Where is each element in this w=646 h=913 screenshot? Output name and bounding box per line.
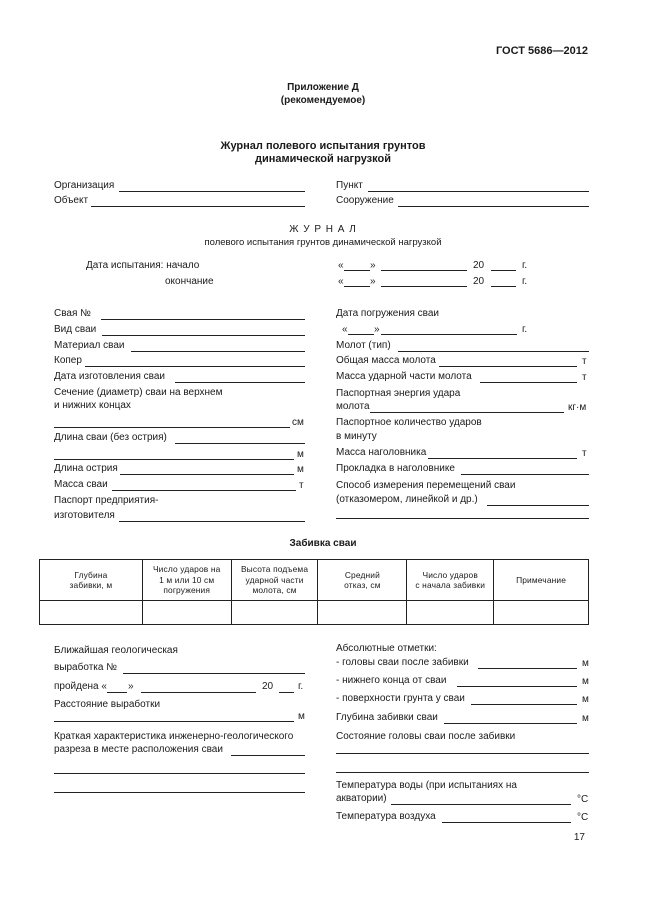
point-label: Пункт <box>336 180 363 191</box>
depth-line <box>444 723 577 724</box>
energy-label-2: молота <box>336 401 370 412</box>
energy-unit: кг·м <box>568 402 587 413</box>
distance-label: Расстояние выработки <box>54 699 161 710</box>
manufacture-date-label: Дата изготовления сваи <box>54 371 166 382</box>
driving-date-label: Дата погружения сваи <box>336 308 440 319</box>
water-temp-label-2: акватории) <box>336 793 387 804</box>
organization-line <box>119 191 305 192</box>
head-state-line-2 <box>336 772 589 773</box>
section-label-1: Сечение (диаметр) сваи на верхнем <box>54 387 223 398</box>
end-year-line <box>491 286 516 287</box>
driving-table-title: Забивка сваи <box>289 538 357 549</box>
organization-label: Организация <box>54 180 115 191</box>
distance-unit: м <box>298 711 305 722</box>
start-year-suffix: г. <box>522 260 528 271</box>
table-cell[interactable] <box>494 601 589 625</box>
hammer-mass-line <box>439 366 577 367</box>
ram-mass-unit: т <box>582 372 587 383</box>
abs-marks-label: Абсолютные отметки: <box>336 643 437 654</box>
driving-table-empty-row <box>40 601 589 625</box>
energy-label-1: Паспортная энергия удара <box>336 388 461 399</box>
manufacture-date-line <box>175 382 305 383</box>
section-desc-label-2: разреза в месте расположения сваи <box>54 744 223 755</box>
lower-end-mark-line <box>457 686 577 687</box>
tip-length-line <box>120 474 294 475</box>
structure-label: Сооружение <box>336 195 394 206</box>
passed-label: пройдена « <box>54 681 107 692</box>
doc-title-line1: Журнал полевого испытания грунтов <box>220 140 426 152</box>
driver-label: Копер <box>54 355 82 366</box>
cushion-line <box>461 474 589 475</box>
water-temp-unit: °С <box>577 794 589 805</box>
test-date-end-label: окончание <box>165 276 214 287</box>
table-cell[interactable] <box>231 601 318 625</box>
head-mark-unit: м <box>582 658 589 669</box>
length-unit: м <box>297 449 304 460</box>
ram-mass-line <box>480 382 577 383</box>
hammer-mass-label: Общая масса молота <box>336 355 436 366</box>
structure-line <box>398 206 589 207</box>
standard-header: ГОСТ 5686—2012 <box>495 45 588 57</box>
method-line-1 <box>487 505 589 506</box>
method-label-2: (отказомером, линейкой и др.) <box>336 494 478 505</box>
end-close-quote: » <box>370 276 376 287</box>
driving-year-suffix: г. <box>522 324 528 335</box>
ground-mark-unit: м <box>582 694 589 705</box>
pile-mass-unit: т <box>299 480 304 491</box>
section-unit: см <box>292 417 304 428</box>
ground-mark-label: - поверхности грунта у сваи <box>336 693 465 704</box>
start-close-quote: » <box>370 260 376 271</box>
pile-material-label: Материал сваи <box>54 340 125 351</box>
cap-mass-unit: т <box>582 448 587 459</box>
head-mark-line <box>478 668 577 669</box>
cap-mass-line <box>428 458 577 459</box>
geo-label-1: Ближайшая геологическая <box>54 645 178 656</box>
col-header-total-blows: Число ударов с начала забивки <box>407 560 494 601</box>
passed-day-line <box>107 692 127 693</box>
passed-month-line <box>141 692 256 693</box>
table-cell[interactable] <box>142 601 231 625</box>
driving-date-open-quote: « <box>342 324 348 335</box>
col-header-avg-refusal: Средний отказ, см <box>318 560 407 601</box>
driving-day-line <box>348 334 374 335</box>
pile-type-label: Вид сваи <box>54 324 97 335</box>
test-date-start-label: Дата испытания: начало <box>86 260 200 271</box>
passed-year-suffix: г. <box>298 681 304 692</box>
end-year-suffix: г. <box>522 276 528 287</box>
water-temp-line <box>391 804 571 805</box>
cap-mass-label: Масса наголовника <box>336 447 427 458</box>
driving-date-close-quote: » <box>374 324 380 335</box>
passed-year-prefix: 20 <box>262 681 274 692</box>
table-cell[interactable] <box>318 601 407 625</box>
section-line <box>54 427 290 428</box>
cushion-label: Прокладка в наголовнике <box>336 463 455 474</box>
pile-mass-label: Масса сваи <box>54 479 108 490</box>
ground-mark-line <box>471 704 577 705</box>
end-open-quote: « <box>338 276 344 287</box>
water-temp-label-1: Температура воды (при испытаниях на <box>336 780 517 791</box>
page-number: 17 <box>573 832 585 843</box>
pile-no-line <box>101 319 305 320</box>
tip-length-unit: м <box>297 464 304 475</box>
table-cell[interactable] <box>407 601 494 625</box>
head-mark-label: - головы сваи после забивки <box>336 657 469 668</box>
point-line <box>368 191 589 192</box>
passport-label-1: Паспорт предприятия- <box>54 495 159 506</box>
pile-no-label: Свая № <box>54 308 91 319</box>
length-no-tip-label: Длина сваи (без острия) <box>54 432 167 443</box>
end-month-line <box>381 286 467 287</box>
blows-label-2: в минуту <box>336 431 377 442</box>
passport-label-2: изготовителя <box>54 510 115 521</box>
col-header-ram-lift: Высота подъема ударной части молота, см <box>231 560 318 601</box>
object-line <box>91 206 305 207</box>
driver-line <box>85 366 305 367</box>
journal-subtitle: полевого испытания грунтов динамической нагрузкой <box>204 237 442 248</box>
driving-month-line <box>381 334 517 335</box>
start-open-quote: « <box>338 260 344 271</box>
method-label-1: Способ измерения перемещений сваи <box>336 480 516 491</box>
object-label: Объект <box>54 195 89 206</box>
lower-end-mark-unit: м <box>582 676 589 687</box>
journal-word: Ж У Р Н А Л <box>289 224 357 235</box>
tip-length-label: Длина острия <box>54 463 118 474</box>
blows-label-1: Паспортное количество ударов <box>336 417 482 428</box>
start-year-line <box>491 270 516 271</box>
depth-unit: м <box>582 713 589 724</box>
lower-end-mark-label: - нижнего конца от сваи <box>336 675 447 686</box>
appendix-subtitle: (рекомендуемое) <box>280 95 366 106</box>
passed-close-quote: » <box>128 681 134 692</box>
end-year-prefix: 20 <box>473 276 485 287</box>
section-desc-line-3 <box>54 792 305 793</box>
depth-label: Глубина забивки сваи <box>336 712 438 723</box>
start-day-line <box>344 270 370 271</box>
pile-type-line <box>102 335 305 336</box>
geo-number-line <box>123 673 305 674</box>
method-line-2 <box>336 518 589 519</box>
passed-year-line <box>279 692 294 693</box>
geo-label-2: выработка № <box>54 662 117 673</box>
length-no-tip-line <box>175 443 305 444</box>
hammer-mass-unit: т <box>582 356 587 367</box>
doc-title-line2: динамической нагрузкой <box>255 153 391 165</box>
hammer-line <box>398 351 589 352</box>
appendix-title: Приложение Д <box>287 82 359 93</box>
col-header-blows-per-m: Число ударов на 1 м или 10 см погружения <box>142 560 231 601</box>
col-header-note: Примечание <box>494 560 589 601</box>
pile-mass-line <box>112 490 296 491</box>
ram-mass-label: Масса ударной части молота <box>336 371 472 382</box>
hammer-label: Молот (тип) <box>336 340 391 351</box>
length-no-tip-line-2 <box>54 459 294 460</box>
air-temp-label: Температура воздуха <box>336 811 436 822</box>
head-state-label: Состояние головы сваи после забивки <box>336 731 516 742</box>
energy-line <box>370 412 564 413</box>
passport-line <box>119 521 305 522</box>
air-temp-line <box>442 822 571 823</box>
pile-material-line <box>131 351 305 352</box>
col-header-depth: Глубина забивки, м <box>40 560 143 601</box>
section-label-2: и нижних концах <box>54 400 131 411</box>
section-desc-line-1 <box>231 755 305 756</box>
start-year-prefix: 20 <box>473 260 485 271</box>
driving-table-header-row <box>40 560 589 601</box>
end-day-line <box>344 286 370 287</box>
driving-table <box>39 559 589 625</box>
start-month-line <box>381 270 467 271</box>
distance-line <box>54 721 294 722</box>
section-desc-label-1: Краткая характеристика инженерно-геологического <box>54 731 294 742</box>
table-cell[interactable] <box>40 601 143 625</box>
head-state-line-1 <box>336 753 589 754</box>
air-temp-unit: °С <box>577 812 589 823</box>
section-desc-line-2 <box>54 773 305 774</box>
